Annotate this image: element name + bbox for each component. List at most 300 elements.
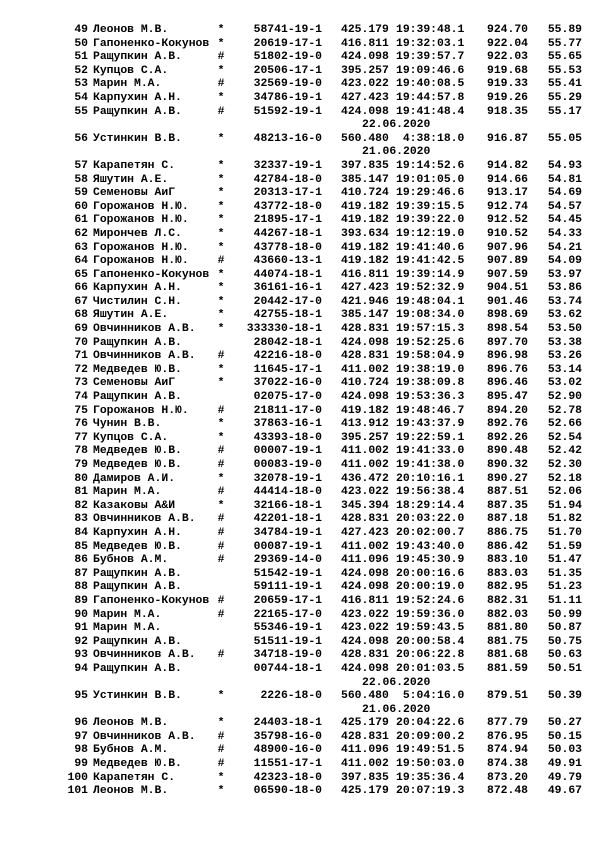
points-value: 53.74 — [547, 295, 582, 308]
table-row — [0, 744, 600, 758]
entry-mark: * — [217, 187, 225, 200]
arrival-time: 19:45:30.9 — [396, 554, 465, 567]
ring-number: 37863-16-1 — [253, 418, 322, 431]
place-number: 68 — [74, 309, 88, 322]
distance-km: 416.811 — [341, 594, 389, 607]
fancier-name: Овчинников А.В. — [93, 649, 196, 662]
fancier-name: Устинкин В.В. — [93, 132, 182, 145]
entry-mark: * — [217, 268, 225, 281]
points-value: 50.63 — [547, 649, 582, 662]
arrival-time: 19:39:48.1 — [396, 24, 465, 36]
ring-number: 2226-18-0 — [260, 690, 322, 703]
table-row — [0, 772, 600, 786]
speed-value: 886.42 — [486, 540, 528, 553]
ring-number: 00083-19-0 — [253, 459, 322, 471]
distance-km: 385.147 — [341, 173, 389, 186]
speed-value: 912.74 — [486, 200, 528, 213]
fancier-name: Горожанов Н.Ю. — [93, 255, 189, 268]
speed-value: 883.10 — [486, 554, 528, 567]
place-number: 61 — [74, 214, 88, 227]
points-value: 53.97 — [547, 268, 582, 281]
speed-value: 882.95 — [486, 581, 528, 594]
ring-number: 21811-17-0 — [253, 404, 322, 417]
fancier-name: Яшутин А.Е. — [93, 173, 169, 186]
arrival-time: 20:00:19.0 — [396, 581, 465, 594]
distance-km: 411.096 — [341, 744, 389, 757]
fancier-name: Ращупкин А.В. — [93, 391, 182, 404]
table-row — [0, 717, 600, 731]
entry-mark: * — [217, 771, 225, 784]
table-row — [0, 432, 600, 446]
place-number: 62 — [74, 227, 88, 240]
fancier-name: Устинкин В.В. — [93, 690, 182, 703]
table-row — [0, 595, 600, 609]
place-number: 82 — [74, 499, 88, 512]
ring-number: 32166-18-1 — [253, 499, 322, 512]
place-number: 94 — [74, 662, 88, 675]
points-value: 52.06 — [547, 486, 582, 499]
ring-number: 00007-19-1 — [253, 445, 322, 458]
distance-km: 411.002 — [341, 459, 389, 471]
table-row — [0, 568, 600, 582]
points-value: 51.59 — [547, 540, 582, 553]
ring-number: 20619-17-1 — [253, 37, 322, 50]
place-number: 97 — [74, 730, 88, 743]
ring-number: 24403-18-1 — [253, 717, 322, 730]
points-value: 52.30 — [547, 459, 582, 471]
entry-mark: * — [217, 227, 225, 240]
distance-km: 424.098 — [341, 581, 389, 594]
fancier-name: Ращупкин А.В. — [93, 635, 182, 648]
arrival-time: 19:41:33.0 — [396, 445, 465, 458]
distance-km: 424.098 — [341, 391, 389, 404]
table-row — [0, 160, 600, 174]
place-number: 95 — [74, 690, 88, 703]
fancier-name: Марин М.А. — [93, 622, 162, 635]
date-header: 22.06.2020 — [362, 676, 431, 689]
points-value: 53.62 — [547, 309, 582, 322]
entry-mark: * — [217, 37, 225, 50]
table-row — [0, 541, 600, 555]
speed-value: 887.51 — [486, 486, 528, 499]
table-row — [0, 65, 600, 79]
ring-number: 43772-18-0 — [253, 200, 322, 213]
entry-mark: # — [217, 540, 225, 553]
place-number: 86 — [74, 554, 88, 567]
speed-value: 914.82 — [486, 159, 528, 172]
distance-km: 397.835 — [341, 771, 389, 784]
ring-number: 32569-19-0 — [253, 78, 322, 91]
speed-value: 874.94 — [486, 744, 528, 757]
arrival-time: 19:41:42.5 — [396, 255, 465, 268]
arrival-time: 19:39:22.0 — [396, 214, 465, 227]
points-value: 51.94 — [547, 499, 582, 512]
points-value: 53.14 — [547, 363, 582, 376]
arrival-time: 18:29:14.4 — [396, 499, 465, 512]
ring-number: 51542-19-1 — [253, 567, 322, 580]
distance-km: 424.098 — [341, 105, 389, 118]
place-number: 55 — [74, 105, 88, 118]
speed-value: 892.26 — [486, 431, 528, 444]
points-value: 53.38 — [547, 336, 582, 349]
arrival-time: 19:01:05.0 — [396, 173, 465, 186]
distance-km: 427.423 — [341, 282, 389, 295]
points-value: 49.91 — [547, 758, 582, 771]
table-row — [0, 473, 600, 487]
distance-km: 395.257 — [341, 64, 389, 77]
arrival-time: 19:43:37.9 — [396, 418, 465, 431]
table-row — [0, 92, 600, 106]
distance-km: 427.423 — [341, 91, 389, 104]
speed-value: 882.31 — [486, 594, 528, 607]
speed-value: 896.46 — [486, 377, 528, 390]
ring-number: 58741-19-1 — [253, 24, 322, 36]
entry-mark: * — [217, 241, 225, 254]
entry-mark: # — [217, 486, 225, 499]
fancier-name: Марин М.А. — [93, 486, 162, 499]
points-value: 51.82 — [547, 513, 582, 526]
table-row — [0, 785, 600, 799]
distance-km: 397.835 — [341, 159, 389, 172]
entry-mark: # — [217, 404, 225, 417]
points-value: 50.15 — [547, 730, 582, 743]
entry-mark: # — [217, 78, 225, 91]
arrival-time: 19:08:34.0 — [396, 309, 465, 322]
ring-number: 02075-17-0 — [253, 391, 322, 404]
arrival-time: 5:04:16.0 — [396, 690, 465, 703]
points-value: 52.78 — [547, 404, 582, 417]
table-row — [0, 255, 600, 269]
ring-number: 00744-18-1 — [253, 662, 322, 675]
ring-number: 00087-19-1 — [253, 540, 322, 553]
arrival-time: 19:43:40.0 — [396, 540, 465, 553]
place-number: 90 — [74, 608, 88, 621]
points-value: 49.79 — [547, 771, 582, 784]
arrival-time: 19:39:15.5 — [396, 200, 465, 213]
points-value: 54.69 — [547, 187, 582, 200]
speed-value: 907.59 — [486, 268, 528, 281]
arrival-time: 19:35:36.4 — [396, 771, 465, 784]
speed-value: 907.89 — [486, 255, 528, 268]
ring-number: 43393-18-0 — [253, 431, 322, 444]
place-number: 88 — [74, 581, 88, 594]
place-number: 92 — [74, 635, 88, 648]
arrival-time: 19:49:51.5 — [396, 744, 465, 757]
entry-mark: * — [217, 377, 225, 390]
place-number: 54 — [74, 91, 88, 104]
place-number: 50 — [74, 37, 88, 50]
table-row — [0, 51, 600, 65]
arrival-time: 19:52:25.6 — [396, 336, 465, 349]
entry-mark: * — [217, 64, 225, 77]
fancier-name: Купцов С.А. — [93, 431, 169, 444]
points-value: 53.02 — [547, 377, 582, 390]
arrival-time: 19:41:38.0 — [396, 459, 465, 471]
table-row — [0, 201, 600, 215]
points-value: 55.29 — [547, 91, 582, 104]
entry-mark: # — [217, 554, 225, 567]
place-number: 93 — [74, 649, 88, 662]
entry-mark: * — [217, 363, 225, 376]
table-row — [0, 663, 600, 677]
distance-km: 425.179 — [341, 717, 389, 730]
fancier-name: Мирончев Л.С. — [93, 227, 182, 240]
date-header: 21.06.2020 — [362, 703, 431, 716]
points-value: 50.39 — [547, 690, 582, 703]
ring-number: 34718-19-0 — [253, 649, 322, 662]
points-value: 52.42 — [547, 445, 582, 458]
place-number: 60 — [74, 200, 88, 213]
speed-value: 918.35 — [486, 105, 528, 118]
entry-mark: # — [217, 255, 225, 268]
speed-value: 898.54 — [486, 323, 528, 336]
ring-number: 20659-17-1 — [253, 594, 322, 607]
ring-number: 35798-16-0 — [253, 730, 322, 743]
arrival-time: 19:59:36.0 — [396, 608, 465, 621]
arrival-time: 19:58:04.9 — [396, 350, 465, 363]
table-row — [0, 609, 600, 623]
ring-number: 42201-18-1 — [253, 513, 322, 526]
place-number: 76 — [74, 418, 88, 431]
distance-km: 428.831 — [341, 513, 389, 526]
fancier-name: Леонов М.В. — [93, 717, 169, 730]
speed-value: 890.32 — [486, 459, 528, 471]
arrival-time: 19:40:08.5 — [396, 78, 465, 91]
table-row — [0, 106, 600, 120]
points-value: 55.77 — [547, 37, 582, 50]
place-number: 98 — [74, 744, 88, 757]
speed-value: 901.46 — [486, 295, 528, 308]
ring-number: 51511-19-1 — [253, 635, 322, 648]
place-number: 49 — [74, 24, 88, 36]
table-row — [0, 554, 600, 568]
entry-mark: # — [217, 730, 225, 743]
distance-km: 424.098 — [341, 635, 389, 648]
distance-km: 411.002 — [341, 363, 389, 376]
fancier-name: Гапоненко-Кокунов — [93, 37, 210, 50]
speed-value: 910.52 — [486, 227, 528, 240]
distance-km: 424.098 — [341, 336, 389, 349]
arrival-time: 20:07:19.3 — [396, 785, 465, 798]
fancier-name: Ращупкин А.В. — [93, 662, 182, 675]
place-number: 81 — [74, 486, 88, 499]
date-header: 21.06.2020 — [362, 146, 431, 159]
ring-number: 20506-17-1 — [253, 64, 322, 77]
speed-value: 913.17 — [486, 187, 528, 200]
arrival-time: 19:52:24.6 — [396, 594, 465, 607]
arrival-time: 19:48:04.1 — [396, 295, 465, 308]
ring-number: 333330-18-1 — [246, 323, 322, 336]
fancier-name: Медведев Ю.В. — [93, 459, 182, 471]
points-value: 51.23 — [547, 581, 582, 594]
entry-mark: # — [217, 744, 225, 757]
speed-value: 912.52 — [486, 214, 528, 227]
table-row — [0, 187, 600, 201]
points-value: 54.57 — [547, 200, 582, 213]
speed-value: 872.48 — [486, 785, 528, 798]
place-number: 80 — [74, 472, 88, 485]
distance-km: 421.946 — [341, 295, 389, 308]
speed-value: 916.87 — [486, 132, 528, 145]
points-value: 55.05 — [547, 132, 582, 145]
distance-km: 385.147 — [341, 309, 389, 322]
entry-mark: * — [217, 323, 225, 336]
points-value: 52.54 — [547, 431, 582, 444]
speed-value: 919.68 — [486, 64, 528, 77]
arrival-time: 20:00:58.4 — [396, 635, 465, 648]
speed-value: 892.76 — [486, 418, 528, 431]
points-value: 50.75 — [547, 635, 582, 648]
entry-mark: * — [217, 499, 225, 512]
entry-mark: * — [217, 282, 225, 295]
fancier-name: Марин М.А. — [93, 78, 162, 91]
points-value: 51.35 — [547, 567, 582, 580]
place-number: 87 — [74, 567, 88, 580]
arrival-time: 20:06:22.8 — [396, 649, 465, 662]
entry-mark: # — [217, 445, 225, 458]
speed-value: 894.20 — [486, 404, 528, 417]
distance-km: 424.098 — [341, 662, 389, 675]
place-number: 67 — [74, 295, 88, 308]
speed-value: 896.76 — [486, 363, 528, 376]
points-value: 55.53 — [547, 64, 582, 77]
distance-km: 395.257 — [341, 431, 389, 444]
table-row — [0, 228, 600, 242]
ring-number: 11645-17-1 — [253, 363, 322, 376]
speed-value: 887.18 — [486, 513, 528, 526]
table-row — [0, 323, 600, 337]
ring-number: 43778-18-0 — [253, 241, 322, 254]
points-value: 55.89 — [547, 24, 582, 36]
place-number: 74 — [74, 391, 88, 404]
entry-mark: # — [217, 526, 225, 539]
points-value: 53.86 — [547, 282, 582, 295]
fancier-name: Овчинников А.В. — [93, 350, 196, 363]
speed-value: 895.47 — [486, 391, 528, 404]
table-row — [0, 622, 600, 636]
distance-km: 410.724 — [341, 187, 389, 200]
fancier-name: Медведев Ю.В. — [93, 540, 182, 553]
fancier-name: Ращупкин А.В. — [93, 105, 182, 118]
arrival-time: 19:41:40.6 — [396, 241, 465, 254]
table-row — [0, 459, 600, 473]
arrival-time: 19:50:03.0 — [396, 758, 465, 771]
table-row — [0, 649, 600, 663]
place-number: 77 — [74, 431, 88, 444]
entry-mark: * — [217, 690, 225, 703]
fancier-name: Ращупкин А.В. — [93, 581, 182, 594]
fancier-name: Карапетян С. — [93, 771, 176, 784]
table-row — [0, 364, 600, 378]
table-row — [0, 78, 600, 92]
arrival-time: 19:12:19.0 — [396, 227, 465, 240]
table-row — [0, 391, 600, 405]
points-value: 55.17 — [547, 105, 582, 118]
points-value: 50.87 — [547, 622, 582, 635]
table-row — [0, 282, 600, 296]
speed-value: 881.59 — [486, 662, 528, 675]
points-value: 53.50 — [547, 323, 582, 336]
table-row — [0, 269, 600, 283]
speed-value: 924.70 — [486, 24, 528, 36]
ring-number: 51592-19-1 — [253, 105, 322, 118]
distance-km: 413.912 — [341, 418, 389, 431]
distance-km: 560.480 — [341, 690, 389, 703]
table-row — [0, 513, 600, 527]
table-row — [0, 24, 600, 38]
speed-value: 881.68 — [486, 649, 528, 662]
place-number: 70 — [74, 336, 88, 349]
place-number: 89 — [74, 594, 88, 607]
distance-km: 427.423 — [341, 526, 389, 539]
speed-value: 886.75 — [486, 526, 528, 539]
arrival-time: 19:39:14.9 — [396, 268, 465, 281]
entry-mark: * — [217, 309, 225, 322]
points-value: 54.93 — [547, 159, 582, 172]
speed-value: 879.51 — [486, 690, 528, 703]
table-row — [0, 445, 600, 459]
arrival-time: 19:48:46.7 — [396, 404, 465, 417]
fancier-name: Карпухин А.Н. — [93, 282, 182, 295]
ring-number: 48900-16-0 — [253, 744, 322, 757]
fancier-name: Марин М.А. — [93, 608, 162, 621]
fancier-name: Горожанов Н.Ю. — [93, 404, 189, 417]
points-value: 54.33 — [547, 227, 582, 240]
ring-number: 42784-18-0 — [253, 173, 322, 186]
table-row — [0, 214, 600, 228]
table-row — [0, 296, 600, 310]
fancier-name: Дамиров А.И. — [93, 472, 176, 485]
entry-mark: * — [217, 472, 225, 485]
place-number: 56 — [74, 132, 88, 145]
ring-number: 42755-18-1 — [253, 309, 322, 322]
speed-value: 922.03 — [486, 51, 528, 64]
arrival-time: 19:29:46.6 — [396, 187, 465, 200]
distance-km: 411.002 — [341, 445, 389, 458]
place-number: 52 — [74, 64, 88, 77]
entry-mark: * — [217, 91, 225, 104]
ring-number: 29369-14-0 — [253, 554, 322, 567]
arrival-time: 20:10:16.1 — [396, 472, 465, 485]
points-value: 54.81 — [547, 173, 582, 186]
arrival-time: 20:09:00.2 — [396, 730, 465, 743]
speed-value: 907.96 — [486, 241, 528, 254]
ring-number: 48213-16-0 — [253, 132, 322, 145]
distance-km: 416.811 — [341, 37, 389, 50]
fancier-name: Карапетян С. — [93, 159, 176, 172]
table-row — [0, 350, 600, 364]
place-number: 63 — [74, 241, 88, 254]
points-value: 52.18 — [547, 472, 582, 485]
arrival-time: 20:00:16.6 — [396, 567, 465, 580]
place-number: 91 — [74, 622, 88, 635]
arrival-time: 19:44:57.8 — [396, 91, 465, 104]
fancier-name: Медведев Ю.В. — [93, 363, 182, 376]
arrival-time: 4:38:18.0 — [396, 132, 465, 145]
ring-number: 42323-18-0 — [253, 771, 322, 784]
table-row — [0, 731, 600, 745]
speed-value: 881.75 — [486, 635, 528, 648]
fancier-name: Медведев Ю.В. — [93, 758, 182, 771]
fancier-name: Бубнов А.М. — [93, 744, 169, 757]
place-number: 96 — [74, 717, 88, 730]
entry-mark: * — [217, 418, 225, 431]
distance-km: 560.480 — [341, 132, 389, 145]
speed-value: 887.35 — [486, 499, 528, 512]
table-row — [0, 527, 600, 541]
distance-km: 393.634 — [341, 227, 389, 240]
arrival-time: 20:01:03.5 — [396, 662, 465, 675]
